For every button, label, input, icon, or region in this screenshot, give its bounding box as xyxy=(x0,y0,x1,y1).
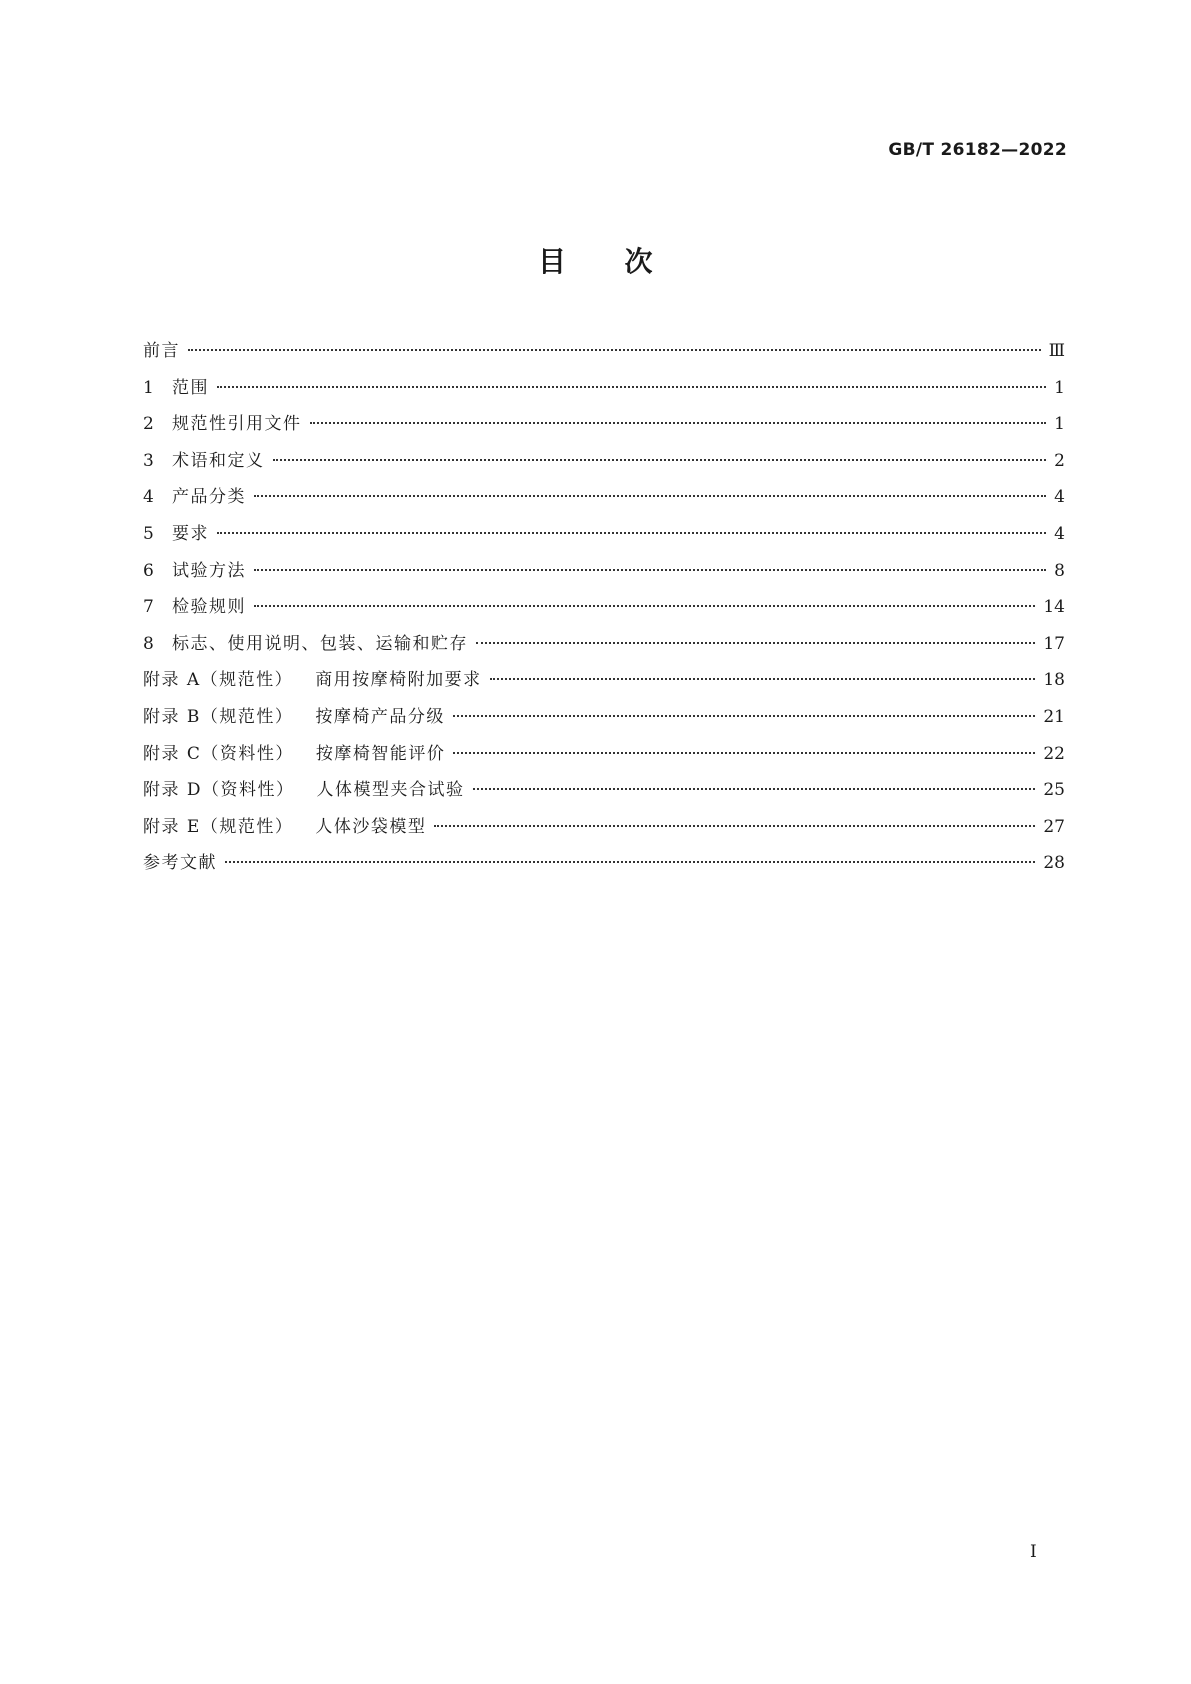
toc-entry-page: 14 xyxy=(1043,597,1065,618)
toc-entry-appendix-c[interactable] xyxy=(143,739,1065,776)
toc-entry-label: 前言 xyxy=(143,341,180,361)
toc-entry-number: 6 xyxy=(143,560,156,581)
toc-entry-page: 17 xyxy=(1043,633,1065,654)
toc-entry-number: 4 xyxy=(143,487,156,508)
toc-appendix-label: 附录 E（规范性） xyxy=(143,816,294,837)
toc-entry-page: 4 xyxy=(1054,523,1065,544)
toc-entry-number: 8 xyxy=(143,633,156,654)
toc-entry-page: 18 xyxy=(1043,670,1065,691)
toc-entry-appendix-d[interactable] xyxy=(143,775,1065,812)
toc-entry-foreword[interactable] xyxy=(143,336,1065,373)
toc-entry-number: 5 xyxy=(143,523,156,544)
toc-entry-page: 1 xyxy=(1054,377,1065,398)
toc-entry-label: 产品分类 xyxy=(172,487,246,508)
toc-appendix-title: 按摩椅智能评价 xyxy=(315,743,446,764)
toc-leader-dots xyxy=(310,422,1047,424)
toc-entry-label: 试验方法 xyxy=(172,560,246,581)
page-title-char-1: 目 xyxy=(537,245,567,278)
toc-leader-dots xyxy=(434,825,1035,827)
page-title xyxy=(0,240,1191,280)
toc-appendix-title: 按摩椅产品分级 xyxy=(315,706,445,727)
toc-appendix-label: 附录 C（资料性） xyxy=(143,743,294,764)
footer-page-number: I xyxy=(1030,1542,1037,1562)
toc-entry-appendix-e[interactable] xyxy=(143,812,1065,849)
toc-leader-dots xyxy=(217,386,1046,388)
toc-entry-number: 2 xyxy=(143,414,156,435)
toc-leader-dots xyxy=(225,861,1035,863)
toc-entry-page: 4 xyxy=(1054,487,1065,508)
toc-entry-label: 参考文献 xyxy=(143,853,217,874)
toc-leader-dots xyxy=(254,605,1035,607)
toc-entry-page: 2 xyxy=(1054,450,1065,471)
toc-entry-2[interactable] xyxy=(143,409,1065,446)
toc-appendix-title: 人体模型夹合试验 xyxy=(316,780,465,801)
standard-code: GB/T 26182—2022 xyxy=(888,140,1067,160)
toc-entry-page: 25 xyxy=(1043,780,1065,801)
toc-appendix-title: 商用按摩椅附加要求 xyxy=(315,670,482,691)
toc-appendix-title: 人体沙袋模型 xyxy=(315,816,427,837)
toc-entry-label: 标志、使用说明、包装、运输和贮存 xyxy=(172,633,468,654)
toc-entry-page: 27 xyxy=(1043,816,1065,837)
toc-entry-label: 检验规则 xyxy=(172,597,246,618)
toc-entry-page: 21 xyxy=(1043,706,1065,727)
toc-entry-7[interactable] xyxy=(143,592,1065,629)
toc-entry-3[interactable] xyxy=(143,446,1065,483)
toc-appendix-label: 附录 B（规范性） xyxy=(143,706,294,727)
toc-leader-dots xyxy=(217,532,1046,534)
toc-entry-page: Ⅲ xyxy=(1048,341,1065,361)
toc-entry-number: 3 xyxy=(143,450,156,471)
toc-leader-dots xyxy=(453,715,1035,717)
toc-entry-appendix-b[interactable] xyxy=(143,702,1065,739)
page-title-char-2: 次 xyxy=(624,245,654,278)
toc-leader-dots xyxy=(473,788,1036,790)
toc-leader-dots xyxy=(254,495,1046,497)
toc-leader-dots xyxy=(254,569,1046,571)
toc-entry-label: 术语和定义 xyxy=(172,450,265,471)
toc-entry-6[interactable] xyxy=(143,556,1065,593)
toc-entry-label: 规范性引用文件 xyxy=(172,414,302,435)
toc-entry-number: 7 xyxy=(143,597,156,618)
toc-entry-1[interactable] xyxy=(143,373,1065,410)
toc-entry-5[interactable] xyxy=(143,519,1065,556)
toc-leader-dots xyxy=(490,678,1036,680)
toc-entry-appendix-a[interactable] xyxy=(143,665,1065,702)
toc-entry-4[interactable] xyxy=(143,482,1065,519)
toc-leader-dots xyxy=(188,349,1041,351)
toc-appendix-label: 附录 D（资料性） xyxy=(143,780,295,801)
toc-entry-label: 要求 xyxy=(172,523,209,544)
toc-entry-page: 28 xyxy=(1043,853,1065,874)
toc-entry-8[interactable] xyxy=(143,629,1065,666)
toc-entry-page: 22 xyxy=(1043,743,1065,764)
toc-entry-number: 1 xyxy=(143,377,156,398)
toc-entry-page: 8 xyxy=(1054,560,1065,581)
toc-appendix-label: 附录 A（规范性） xyxy=(143,670,294,691)
toc-leader-dots xyxy=(453,752,1035,754)
toc-leader-dots xyxy=(476,642,1035,644)
toc-entry-page: 1 xyxy=(1054,414,1065,435)
toc-leader-dots xyxy=(273,459,1047,461)
toc-entry-label: 范围 xyxy=(172,377,209,398)
toc-entry-references[interactable] xyxy=(143,848,1065,885)
table-of-contents xyxy=(143,336,1065,885)
